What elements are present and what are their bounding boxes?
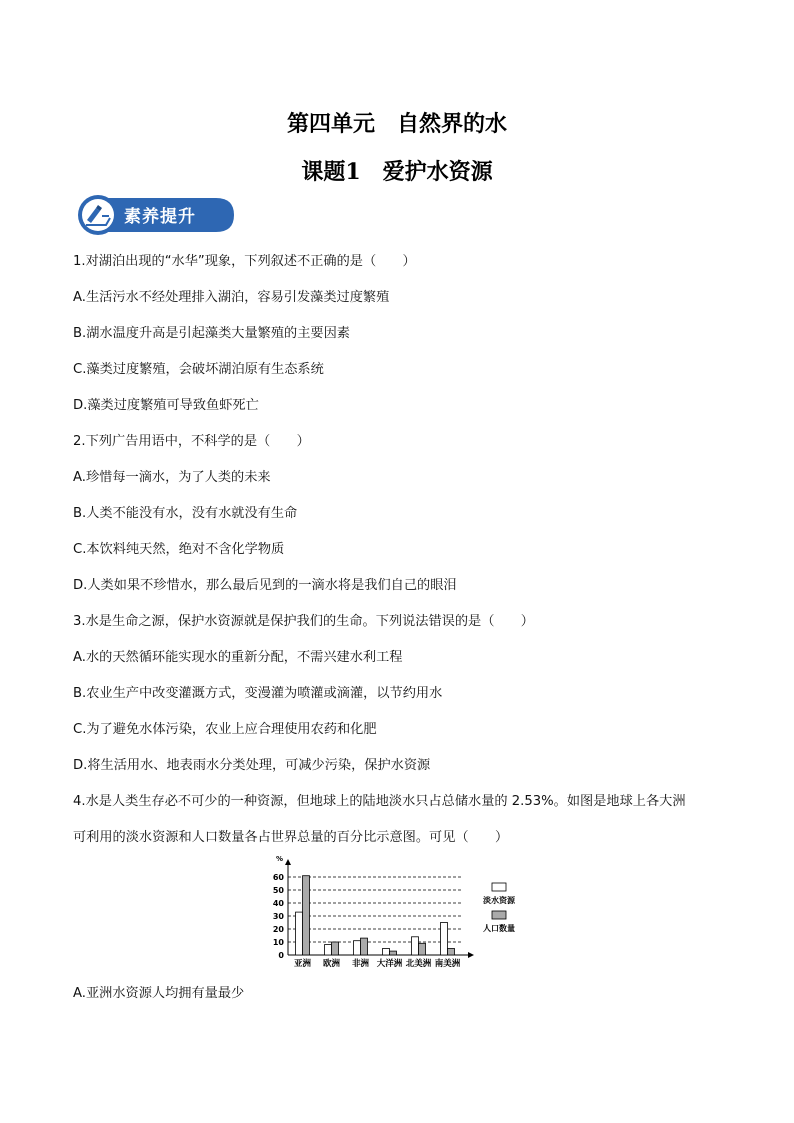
legend-swatch	[492, 911, 506, 919]
section-banner-label: 素养提升	[124, 207, 196, 227]
question-1-option-b: B.湖水温度升高是引起藻类大量繁殖的主要因素	[73, 326, 350, 341]
question-1-option-c: C.藻类过度繁殖，会破坏湖泊原有生态系统	[73, 362, 324, 377]
lesson-title: 课题1 爱护水资源	[301, 159, 493, 185]
bar-water	[354, 941, 361, 955]
bar-water	[441, 923, 448, 956]
y-axis-arrow	[285, 859, 291, 865]
legend-label: 淡水资源	[483, 896, 515, 905]
question-2-stem: 2.下列广告用语中，不科学的是（ ）	[73, 434, 310, 449]
category-label: 非洲	[351, 959, 370, 969]
y-tick-label: 10	[272, 938, 284, 947]
unit-title: 第四单元 自然界的水	[286, 111, 507, 137]
y-tick-label: 30	[272, 912, 284, 921]
bar-population	[303, 876, 310, 955]
question-1-option-a: A.生活污水不经处理排入湖泊，容易引发藻类过度繁殖	[73, 290, 390, 305]
question-3-option-d: D.将生活用水、地表雨水分类处理，可减少污染，保护水资源	[73, 758, 431, 773]
legend-label: 人口数量	[483, 924, 515, 933]
y-tick-label: 60	[272, 873, 284, 882]
bar-water	[296, 912, 303, 955]
question-3-option-a: A.水的天然循环能实现水的重新分配，不需兴建水利工程	[73, 650, 403, 665]
y-tick-label: 50	[272, 886, 284, 895]
bar-water	[383, 949, 390, 956]
question-4-stem-line1: 4.水是人类生存必不可少的一种资源，但地球上的陆地淡水只占总储水量的 2.53%。如图是地球上各大洲	[73, 794, 686, 809]
y-unit-label: %	[276, 855, 284, 863]
question-3-option-c: C.为了避免水体污染，农业上应合理使用农药和化肥	[73, 722, 377, 737]
bar-population	[419, 943, 426, 955]
question-1-option-d: D.藻类过度繁殖可导致鱼虾死亡	[73, 398, 259, 413]
question-4-stem-line2: 可利用的淡水资源和人口数量各占世界总量的百分比示意图。可见（ ）	[73, 830, 509, 845]
y-tick-label: 40	[272, 899, 284, 908]
water-population-chart	[262, 853, 532, 973]
bar-population	[361, 938, 368, 955]
question-2-option-a: A.珍惜每一滴水，为了人类的未来	[73, 470, 271, 485]
question-2-option-d: D.人类如果不珍惜水，那么最后见到的一滴水将是我们自己的眼泪	[73, 578, 457, 593]
bar-population	[332, 942, 339, 955]
bar-water	[412, 937, 419, 955]
y-tick-label: 20	[272, 925, 284, 934]
question-3-stem: 3.水是生命之源，保护水资源就是保护我们的生命。下列说法错误的是（ ）	[73, 614, 534, 629]
question-2-option-c: C.本饮料纯天然，绝对不含化学物质	[73, 542, 285, 557]
question-3-option-b: B.农业生产中改变灌溉方式，变漫灌为喷灌或滴灌，以节约用水	[73, 686, 443, 701]
category-label: 亚洲	[293, 959, 312, 969]
category-label: 大洋洲	[376, 959, 403, 969]
category-label: 北美洲	[405, 959, 432, 969]
bar-population	[448, 949, 455, 956]
question-1-stem: 1.对湖泊出现的“水华”现象，下列叙述不正确的是（ ）	[73, 254, 416, 269]
x-axis-arrow	[468, 952, 474, 958]
legend-swatch	[492, 883, 506, 891]
category-label: 欧洲	[322, 959, 341, 969]
question-2-option-b: B.人类不能没有水，没有水就没有生命	[73, 506, 298, 521]
question-4-option-a: A.亚洲水资源人均拥有量最少	[73, 986, 245, 1001]
category-label: 南美洲	[434, 959, 461, 969]
bar-population	[390, 951, 397, 955]
y-tick-label: 0	[278, 951, 284, 960]
bar-water	[325, 945, 332, 955]
